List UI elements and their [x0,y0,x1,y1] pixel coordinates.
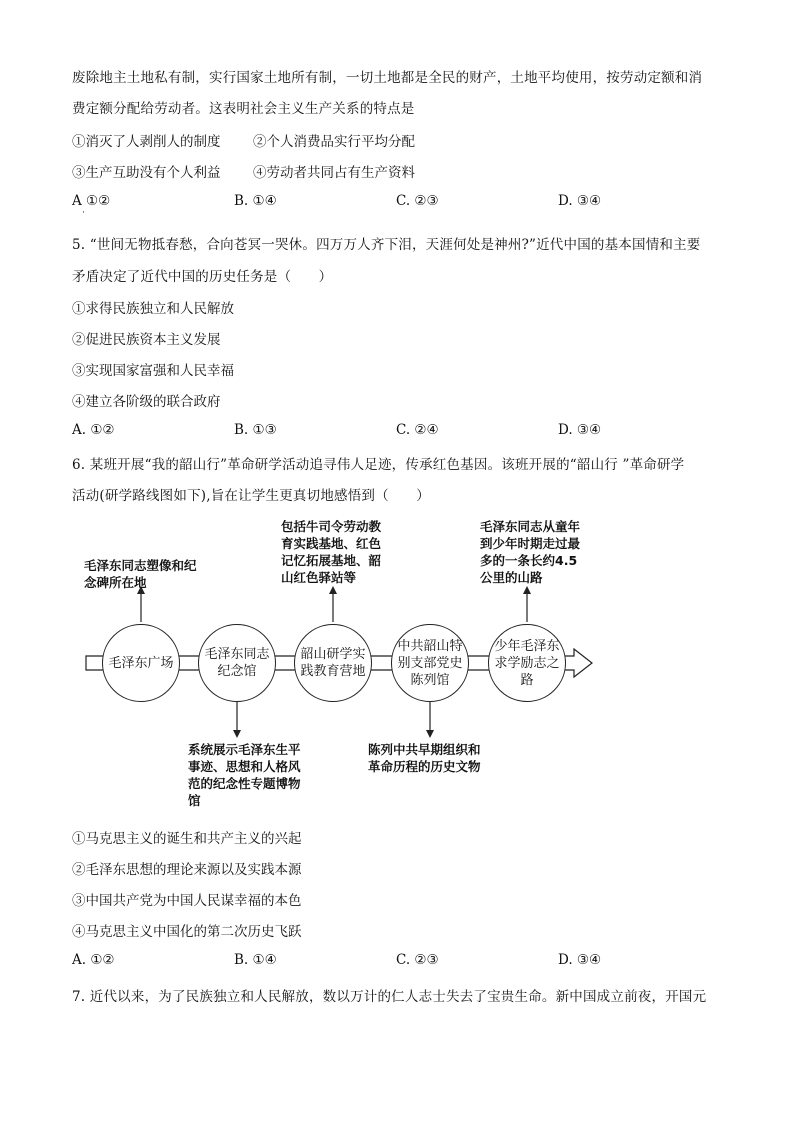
q6-item-4: ④马克思主义中国化的第二次历史飞跃 [72,924,302,940]
route-node-2 [198,624,276,702]
intro-item-1: ①消灭了人剥削人的制度 [72,134,221,150]
route-node-3 [294,624,372,702]
intro-option-d[interactable]: D. ③④ [558,193,602,209]
q7-stem-line-1: 7. 近代以来，为了民族独立和人民解放，数以万计的仁人志士失去了宝贵生命。新中国成立前夜，开国元 [72,989,707,1005]
intro-option-a[interactable]: A ①② [72,193,111,209]
route-node-1-label: 毛泽东广场 [108,655,174,671]
q5-option-b[interactable]: B. ①③ [234,422,277,438]
route-node-4-label: 中共韶山特别支部党史陈列馆 [397,638,463,688]
q5-item-4: ④建立各阶级的联合政府 [72,394,221,410]
intro-option-c[interactable]: C. ②③ [396,193,439,209]
intro-item-4: ④劳动者共同占有生产资料 [253,165,415,181]
q5-item-1: ①求得民族独立和人民解放 [72,301,234,317]
q6-option-d[interactable]: D. ③④ [558,952,602,968]
intro-text-line-2: 费定额分配给劳动者。这表明社会主义生产关系的特点是 [72,101,415,117]
arrow-down-4-head [426,730,434,738]
arrow-up-3-head [329,586,337,594]
intro-item-2: ②个人消费品实行平均分配 [253,134,415,150]
stray-dot: · [82,208,85,218]
q5-stem-line-1: 5. “世间无物抵春愁，合向苍冥一哭休。四万万人齐下泪，天涯何处是神州?”近代中国的基本国情和主要 [72,237,701,253]
route-node-1 [102,624,180,702]
note-below-2: 系统展示毛泽东生平事迹、思想和人格风范的纪念性专题博物馆 [188,742,301,808]
q5-option-c[interactable]: C. ②④ [396,422,439,438]
arrow-up-5-head [523,586,531,594]
route-node-2-label: 毛泽东同志纪念馆 [204,647,270,679]
intro-text-line-1: 废除地主土地私有制，实行国家土地所有制，一切土地都是全民的财产，土地平均使用，按劳动定额和消 [72,70,703,86]
q6-option-c[interactable]: C. ②③ [396,952,439,968]
q5-stem-line-2: 矛盾决定了近代中国的历史任务是（ ） [72,269,333,285]
note-above-3: 包括牛司令劳动教育实践基地、红色记忆拓展基地、韶山红色驿站等 [281,519,382,585]
q6-item-3: ③中国共产党为中国人民谋幸福的本色 [72,893,302,909]
arrow-down-2-head [233,730,241,738]
q6-stem-line-2: 活动(研学路线图如下),旨在让学生更真切地感悟到（ ） [72,488,430,504]
note-above-5: 毛泽东同志从童年到少年时期走过最多的一条长约4.5公里的山路 [480,519,581,585]
intro-item-3: ③生产互助没有个人利益 [72,165,221,181]
route-node-5-label: 少年毛泽东求学励志之路 [494,638,560,688]
route-node-4 [391,624,469,702]
route-node-5 [488,624,566,702]
q5-item-3: ③实现国家富强和人民幸福 [72,363,234,379]
route-node-3-label: 韶山研学实践教育营地 [300,647,366,679]
q6-option-b[interactable]: B. ①④ [234,952,277,968]
q5-item-2: ②促进民族资本主义发展 [72,332,221,348]
note-above-1: 毛泽东同志塑像和纪念碑所在地 [84,558,197,590]
q6-option-a[interactable]: A. ①② [72,952,115,968]
note-below-4: 陈列中共早期组织和革命历程的历史文物 [368,742,481,774]
q5-option-a[interactable]: A. ①② [72,422,115,438]
q6-stem-line-1: 6. 某班开展“我的韶山行”革命研学活动追寻伟人足迹，传承红色基因。该班开展的“韶山行 ”革命研学 [72,457,685,473]
q6-item-2: ②毛泽东思想的理论来源以及实践本源 [72,862,302,878]
q5-option-d[interactable]: D. ③④ [558,422,602,438]
q6-item-1: ①马克思主义的诞生和共产主义的兴起 [72,831,302,847]
intro-option-b[interactable]: B. ①④ [234,193,277,209]
